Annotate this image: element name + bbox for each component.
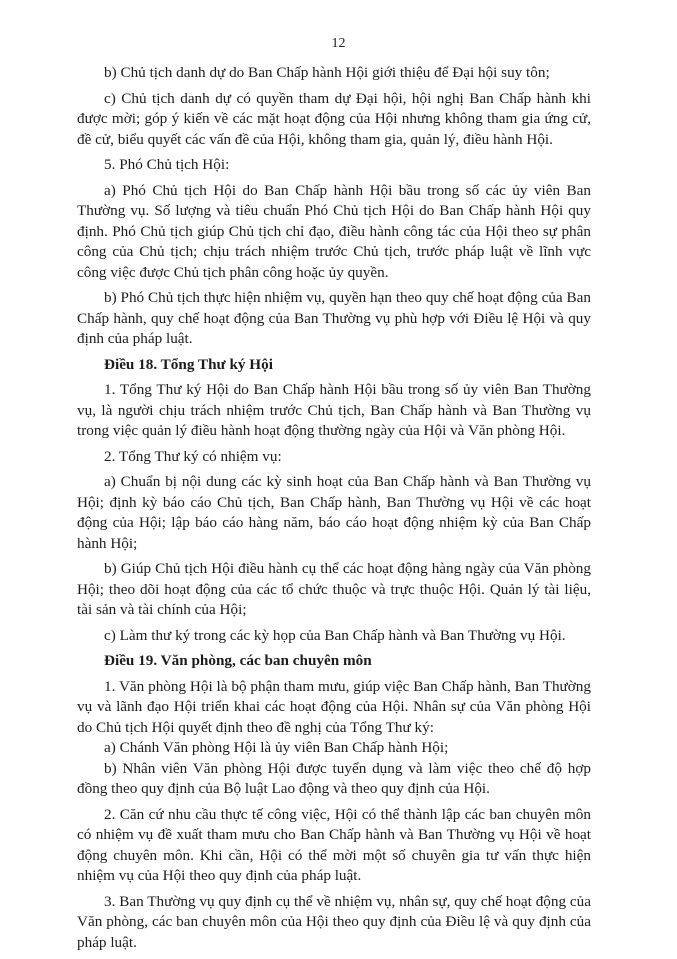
- document-body: [77, 63, 591, 958]
- paragraph: b) Giúp Chủ tịch Hội điều hành cụ thể các hoạt động hàng ngày của Văn phòng Hội; theo dõi hoạt động của các tổ chức thuộc và trực thuộc Hội. Quản lý tài liệu, tài sản và tài chính của Hội;: [77, 560, 591, 618]
- page-number: 12: [331, 36, 346, 51]
- paragraph: 1. Tổng Thư ký Hội do Ban Chấp hành Hội bầu trong số ủy viên Ban Thường vụ, là người chịu trách nhiệm trước Chủ tịch, Ban Chấp hành và Ban Thường vụ trong việc quản lý điều hành hoạt động thường ngày của Hội và Văn phòng Hội.: [77, 381, 591, 439]
- paragraph: 2. Tổng Thư ký có nhiệm vụ:: [104, 447, 282, 465]
- paragraph: a) Chánh Văn phòng Hội là ủy viên Ban Chấp hành Hội;: [104, 739, 449, 756]
- paragraph: b) Chủ tịch danh dự do Ban Chấp hành Hội giới thiệu để Đại hội suy tôn;: [104, 64, 550, 81]
- article-heading: Điều 18. Tổng Thư ký Hội: [104, 355, 273, 373]
- paragraph: b) Phó Chủ tịch thực hiện nhiệm vụ, quyền hạn theo quy chế hoạt động của Ban Chấp hành, quy chế hoạt động của Ban Thường vụ phù hợp với Điều lệ Hội và quy định của pháp luật.: [77, 289, 591, 347]
- article-heading: Điều 19. Văn phòng, các ban chuyên môn: [104, 652, 372, 669]
- paragraph: 3. Ban Thường vụ quy định cụ thể về nhiệm vụ, nhân sự, quy chế hoạt động của Văn phòng, các ban chuyên môn của Hội theo quy định của Điều lệ và quy định của pháp luật.: [77, 892, 591, 951]
- paragraph: 1. Văn phòng Hội là bộ phận tham mưu, giúp việc Ban Chấp hành, Ban Thường vụ và lãnh đạo Hội triển khai các hoạt động của Hội. Nhân sự của Văn phòng Hội do Chủ tịch Hội quyết định theo đề nghị của Tổng Thư ký:: [77, 677, 591, 736]
- paragraph: 5. Phó Chủ tịch Hội:: [104, 156, 230, 173]
- paragraph: a) Phó Chủ tịch Hội do Ban Chấp hành Hội bầu trong số các ủy viên Ban Thường vụ. Số lượng và tiêu chuẩn Phó Chủ tịch Hội do Ban Chấp hành Hội quy định. Phó Chủ tịch giúp Chủ tịch chỉ đạo, điều hành công tác của Hội theo sự phân công của Chủ tịch; chịu trách nhiệm trước Chủ tịch, trước pháp luật về lĩnh vực công việc được Chủ tịch phân công hoặc ủy quyền.: [77, 181, 591, 281]
- paragraph: c) Chủ tịch danh dự có quyền tham dự Đại hội, hội nghị Ban Chấp hành khi được mời; góp ý kiến về các mặt hoạt động của Hội nhưng không tham gia ứng cử, đề cử, biểu quyết các vấn đề của Hội, không tham gia, quản lý, điều hành Hội.: [77, 89, 591, 148]
- paragraph: b) Nhân viên Văn phòng Hội được tuyển dụng và làm việc theo chế độ hợp đồng theo quy định của Bộ luật Lao động và theo quy định của Hội.: [77, 759, 591, 797]
- paragraph: c) Làm thư ký trong các kỳ họp của Ban Chấp hành và Ban Thường vụ Hội.: [104, 626, 566, 644]
- paragraph: a) Chuẩn bị nội dung các kỳ sinh hoạt của Ban Chấp hành và Ban Thường vụ Hội; định kỳ báo cáo Chủ tịch, Ban Chấp hành, Ban Thường vụ Hội về các hoạt động của Hội; lập báo cáo hàng năm, báo cáo hoạt động nhiệm kỳ của Ban Chấp hành Hội;: [77, 473, 591, 552]
- paragraph: 2. Căn cứ nhu cầu thực tế công việc, Hội có thể thành lập các ban chuyên môn có nhiệm vụ đề xuất tham mưu cho Ban Chấp hành và Ban Thường vụ Hội về hoạt động chuyên môn. Khi cần, Hội có thể mời một số chuyên gia tư vấn thực hiện nhiệm vụ của Hội theo quy định của pháp luật.: [77, 805, 591, 884]
